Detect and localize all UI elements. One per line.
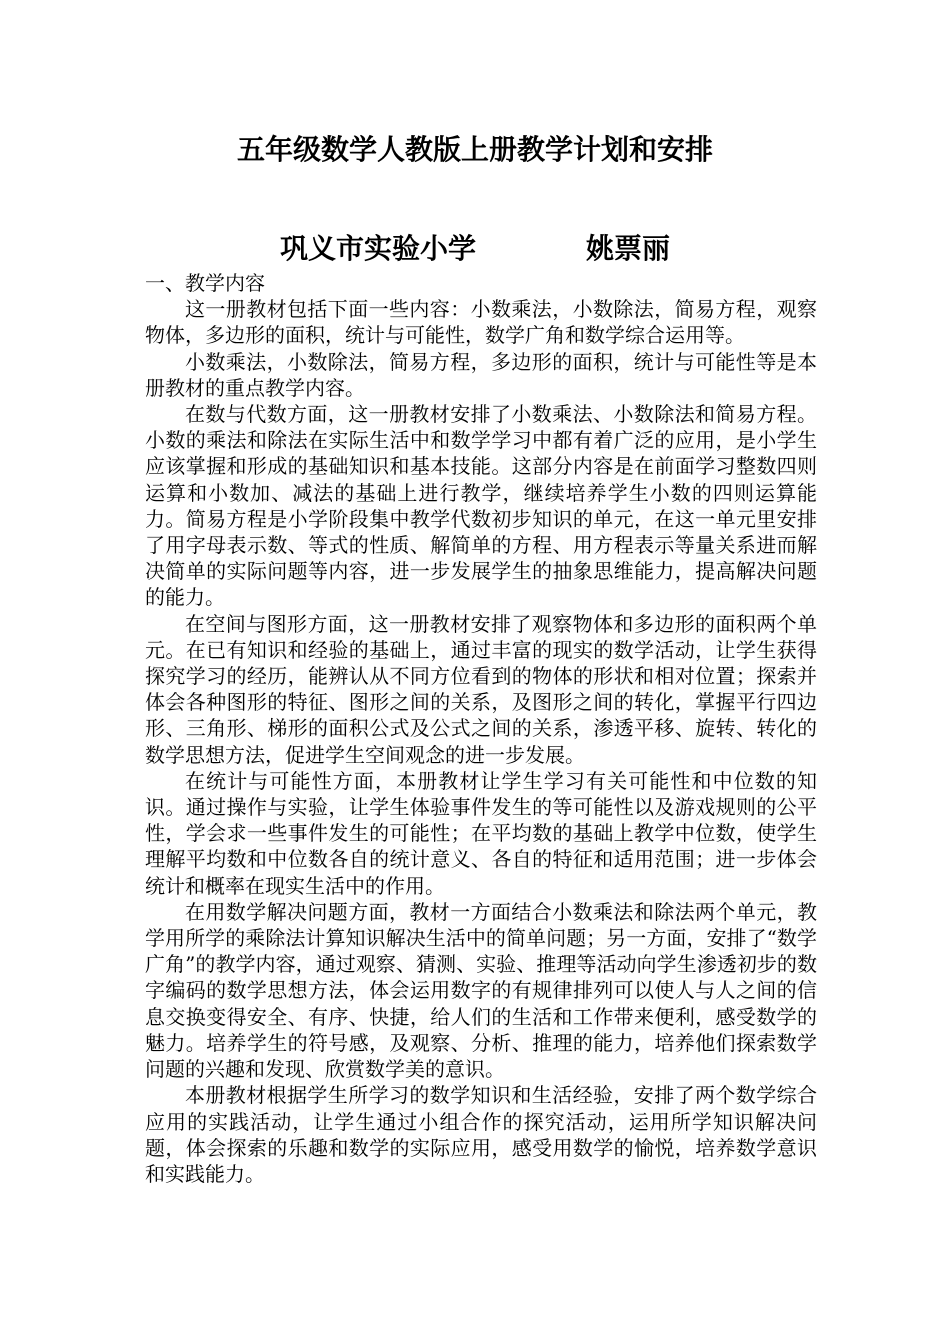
paragraph: 在统计与可能性方面，本册教材让学生学习有关可能性和中位数的知识。通过操作与实验，让学生体验事件发生的等可能性以及游戏规则的公平性，学会求一些事件发生的可能性；在平均数的基础上教学中位数，使学生理解平均数和中位数各自的统计意义、各自的特征和适用范围；进一步体会统计和概率在现实生活中的作用。 [145,768,817,898]
paragraph: 小数乘法，小数除法，简易方程，多边形的面积，统计与可能性等是本册教材的重点教学内容。 [145,349,817,400]
byline [0,231,950,267]
paragraph: 本册教材根据学生所学习的数学知识和生活经验，安排了两个数学综合应用的实践活动，让学生通过小组合作的探究活动，运用所学知识解决问题，体会探索的乐趣和数学的实际应用，感受用数学的愉悦，培养数学意识和实践能力。 [145,1083,817,1186]
school-name: 巩义市实验小学 [279,232,476,265]
paragraph: 在用数学解决问题方面，教材一方面结合小数乘法和除法两个单元，教学用所学的乘除法计算知识解决生活中的简单问题；另一方面，安排了“数学广角”的教学内容，通过观察、猜测、实验、推理等活动向学生渗透初步的数字编码的数学思想方法，体会运用数字的有规律排列可以使人与人之间的信息交换变得安全、有序、快捷，给人们的生活和工作带来便利，感受数学的魅力。培养学生的符号感，及观察、分析、推理的能力，培养他们探索数学问题的兴趣和发现、欣赏数学美的意识。 [145,899,817,1082]
document-title: 五年级数学人教版上册教学计划和安排 [236,133,713,166]
paragraph: 在数与代数方面，这一册教材安排了小数乘法、小数除法和简易方程。小数的乘法和除法在实际生活中和数学学习中都有着广泛的应用，是小学生应该掌握和形成的基础知识和基本技能。这部分内容是在前面学习整数四则运算和小数加、减法的基础上进行教学，继续培养学生小数的四则运算能力。简易方程是小学阶段集中教学代数初步知识的单元，在这一单元里安排了用字母表示数、等式的性质、解简单的方程、用方程表示等量关系进而解决简单的实际问题等内容，进一步发展学生的抽象思维能力，提高解决问题的能力。 [145,402,817,610]
paragraph: 在空间与图形方面，这一册教材安排了观察物体和多边形的面积两个单元。在已有知识和经验的基础上，通过丰富的现实的数学活动，让学生获得探究学习的经历，能辨认从不同方位看到的物体的形状和相对位置；探索并体会各种图形的特征、图形之间的关系，及图形之间的转化，掌握平行四边形、三角形、梯形的面积公式及公式之间的关系，渗透平移、旋转、转化的数学思想方法，促进学生空间观念的进一步发展。 [145,611,817,767]
paragraph: 这一册教材包括下面一些内容：小数乘法，小数除法，简易方程，观察物体，多边形的面积，统计与可能性，数学广角和数学综合运用等。 [145,297,817,348]
author-name: 姚票丽 [586,232,671,265]
document-body [145,270,817,1187]
section-heading: 一、教学内容 [145,271,265,295]
